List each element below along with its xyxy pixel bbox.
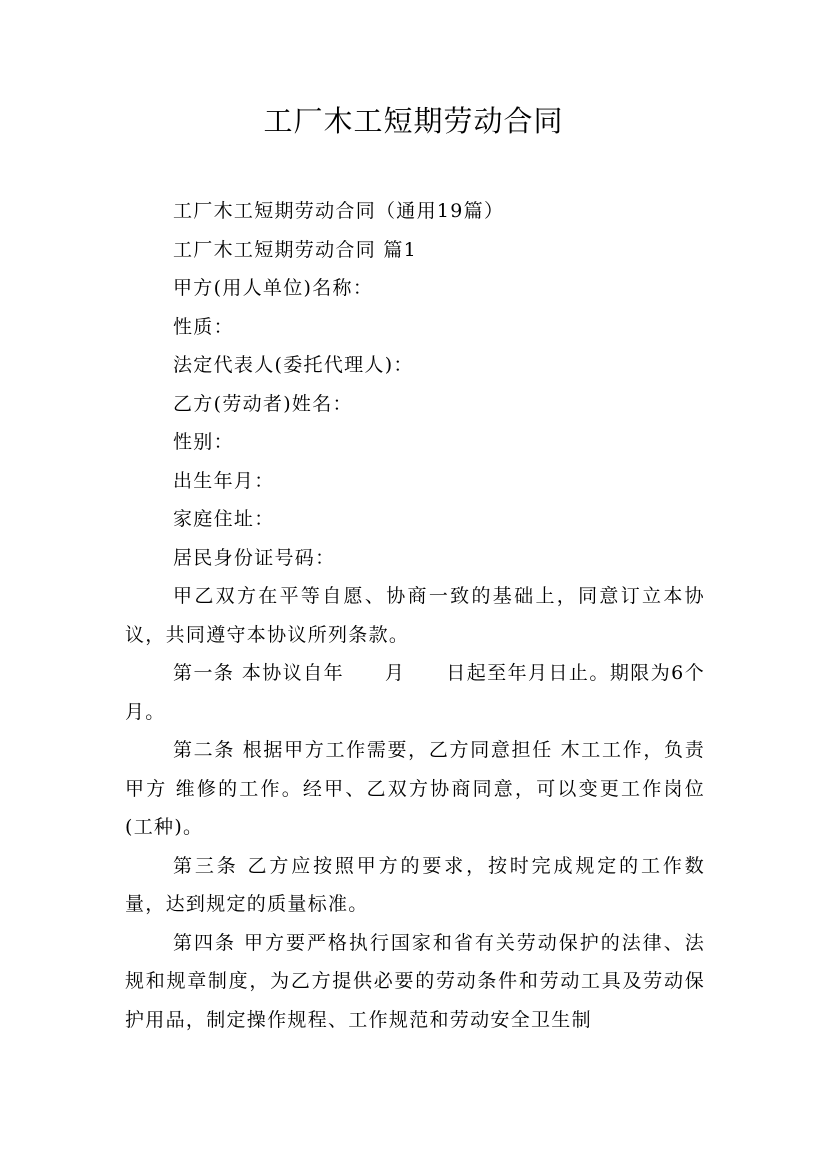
field-party-b-name: 乙方(劳动者)姓名： xyxy=(173,392,353,415)
paragraph-article-2: 第二条 根据甲方工作需要，乙方同意担任 木工工作，负责甲方 维修的工作。经甲、乙双方协商同意，可以变更工作岗位(工种)。 xyxy=(125,739,705,838)
field-birth-date: 出生年月： xyxy=(173,469,275,492)
document-title: 工厂木工短期劳动合同 xyxy=(263,104,564,138)
field-legal-representative: 法定代表人(委托代理人)： xyxy=(173,354,414,376)
field-nature: 性质： xyxy=(173,315,234,338)
document-subtitle: 工厂木工短期劳动合同（通用19篇） xyxy=(173,200,505,222)
paragraph-article-1: 第一条 本协议自年 月 日起至年月日止。期限为6个月。 xyxy=(125,662,705,723)
section-heading: 工厂木工短期劳动合同 篇1 xyxy=(173,238,418,261)
field-gender: 性别： xyxy=(173,431,234,453)
paragraph-article-4: 第四条 甲方要严格执行国家和省有关劳动保护的法律、法规和规章制度，为乙方提供必要的劳动条件和劳动工具及劳动保护用品，制定操作规程、工作规范和劳动安全卫生制 xyxy=(125,931,705,1031)
paragraph-article-3: 第三条 乙方应按照甲方的要求，按时完成规定的工作数量，达到规定的质量标准。 xyxy=(125,854,705,915)
field-party-a-name: 甲方(用人单位)名称： xyxy=(173,277,374,299)
field-id-number: 居民身份证号码： xyxy=(173,546,336,569)
document-body xyxy=(125,192,705,1039)
paragraph-intro: 甲乙双方在平等自愿、协商一致的基础上，同意订立本协议，共同遵守本协议所列条款。 xyxy=(125,585,705,646)
field-home-address: 家庭住址： xyxy=(173,508,275,530)
